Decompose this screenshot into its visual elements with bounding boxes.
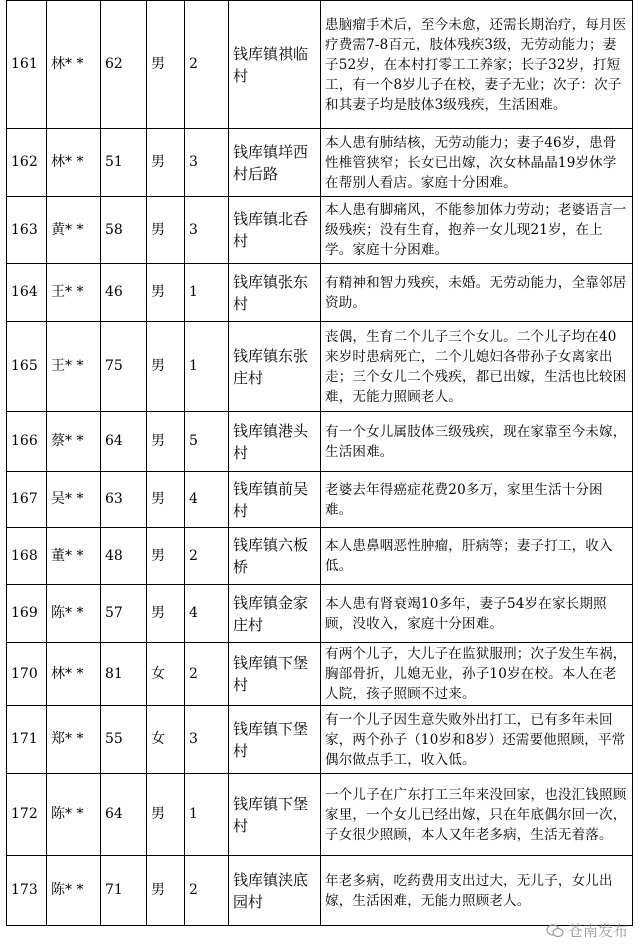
row-gender: 男: [147, 322, 185, 412]
row-address: 钱库镇港头村: [229, 412, 321, 472]
table-row: [7, 643, 633, 706]
row-age: 57: [101, 585, 147, 643]
row-description: 有两个儿子，大儿子在监狱服刑；次子发生车祸，胸部骨折，儿媳无业，孙子10岁在校。本人在老人院，孩子照顾不过来。: [321, 643, 633, 706]
row-name: 林* *: [47, 1, 101, 129]
watermark: [546, 920, 628, 941]
row-name: 黄* *: [47, 197, 101, 264]
row-gender: 男: [147, 197, 185, 264]
row-address: 钱库镇下堡村: [229, 774, 321, 856]
row-gender: 男: [147, 129, 185, 197]
row-description: 有精神和智力残疾，未婚。无劳动能力，全靠邻居资助。: [321, 264, 633, 322]
household-table: [6, 0, 633, 926]
row-description: 丧偶，生育二个儿子三个女儿。二个儿子均在40来岁时患病死亡，二个儿媳妇各带孙子女离家出走；三个女儿二个残疾，都已出嫁，生活也比较困难，无能力照顾老人。: [321, 322, 633, 412]
row-gender: 女: [147, 643, 185, 706]
table-row: [7, 322, 633, 412]
row-gender: 男: [147, 774, 185, 856]
row-gender: 男: [147, 856, 185, 926]
row-description: 年老多病，吃药费用支出过大，无儿子，女儿出嫁，生活困难，无能力照顾老人。: [321, 856, 633, 926]
row-gender: 女: [147, 706, 185, 774]
row-name: 王* *: [47, 322, 101, 412]
row-name: 林* *: [47, 129, 101, 197]
row-age: 58: [101, 197, 147, 264]
row-address: 钱库镇北呑村: [229, 197, 321, 264]
row-address: 钱库镇垟西村后路: [229, 129, 321, 197]
row-description: 本人患鼻咽恶性肿瘤，肝病等；妻子打工，收入低。: [321, 528, 633, 585]
row-age: 63: [101, 472, 147, 528]
row-number: 165: [7, 322, 47, 412]
row-age: 51: [101, 129, 147, 197]
table-row: [7, 528, 633, 585]
row-gender: 男: [147, 528, 185, 585]
row-family-count: 2: [185, 643, 229, 706]
row-age: 64: [101, 412, 147, 472]
row-description: 有一个女儿属肢体三级残疾，现在家靠至今未嫁，生活困难。: [321, 412, 633, 472]
row-address: 钱库镇浃底园村: [229, 856, 321, 926]
row-number: 169: [7, 585, 47, 643]
table-row: [7, 585, 633, 643]
row-name: 林* *: [47, 643, 101, 706]
row-number: 168: [7, 528, 47, 585]
row-gender: 男: [147, 1, 185, 129]
row-address: 钱库镇六板桥: [229, 528, 321, 585]
row-family-count: 3: [185, 129, 229, 197]
row-description: 本人患有肺结核，无劳动能力；妻子46岁，患骨性椎管狭窄；长女已出嫁，次女林晶晶19岁休学在帮别人看店。家庭十分困难。: [321, 129, 633, 197]
row-description: 一个儿子在广东打工三年来没回家，也没汇钱照顾家里，一个女儿已经出嫁，只在年底偶尔回一次，子女很少照顾，本人又年老多病，生活无着落。: [321, 774, 633, 856]
wechat-icon: [546, 924, 564, 938]
row-name: 陈* *: [47, 774, 101, 856]
row-address: 钱库镇金家庄村: [229, 585, 321, 643]
table-row: [7, 264, 633, 322]
row-name: 蔡* *: [47, 412, 101, 472]
row-address: 钱库镇东张庄村: [229, 322, 321, 412]
row-name: 董* *: [47, 528, 101, 585]
row-family-count: 2: [185, 1, 229, 129]
table-row: [7, 706, 633, 774]
row-name: 王* *: [47, 264, 101, 322]
row-family-count: 1: [185, 322, 229, 412]
row-description: 患脑瘤手术后，至今未愈，还需长期治疗，每月医疗费需7-8百元，肢体残疾3级，无劳动能力；妻子52岁，在本村打零工工养家；长子32岁，打短工，有一个8岁儿子在校，妻子无业；次子：次子和其妻子均是肢体3级残疾，生活困难。: [321, 1, 633, 129]
row-number: 172: [7, 774, 47, 856]
row-name: 吴* *: [47, 472, 101, 528]
row-age: 48: [101, 528, 147, 585]
row-gender: 男: [147, 472, 185, 528]
row-gender: 男: [147, 264, 185, 322]
row-age: 75: [101, 322, 147, 412]
row-age: 46: [101, 264, 147, 322]
row-address: 钱库镇祺临村: [229, 1, 321, 129]
row-address: 钱库镇前吴村: [229, 472, 321, 528]
row-number: 164: [7, 264, 47, 322]
row-family-count: 4: [185, 585, 229, 643]
table-row: [7, 472, 633, 528]
row-number: 161: [7, 1, 47, 129]
row-age: 55: [101, 706, 147, 774]
table-row: [7, 197, 633, 264]
row-age: 62: [101, 1, 147, 129]
row-address: 钱库镇下堡村: [229, 643, 321, 706]
row-description: 老婆去年得癌症花费20多万，家里生活十分困难。: [321, 472, 633, 528]
row-family-count: 3: [185, 197, 229, 264]
row-family-count: 1: [185, 264, 229, 322]
table-row: [7, 774, 633, 856]
row-family-count: 2: [185, 856, 229, 926]
row-family-count: 2: [185, 528, 229, 585]
row-gender: 男: [147, 412, 185, 472]
row-name: 陈* *: [47, 856, 101, 926]
row-number: 167: [7, 472, 47, 528]
watermark-text: 苍南发布: [567, 922, 628, 940]
row-family-count: 4: [185, 472, 229, 528]
table-row: [7, 856, 633, 926]
table-row: [7, 1, 633, 129]
row-description: 有一个儿子因生意失败外出打工，已有多年未回家，两个孙子（10岁和8岁）还需要他照顾，平常偶尔做点手工，收入低。: [321, 706, 633, 774]
row-name: 陈* *: [47, 585, 101, 643]
row-gender: 男: [147, 585, 185, 643]
row-number: 162: [7, 129, 47, 197]
row-name: 郑* *: [47, 706, 101, 774]
row-number: 166: [7, 412, 47, 472]
row-age: 81: [101, 643, 147, 706]
row-address: 钱库镇下堡村: [229, 706, 321, 774]
table-row: [7, 129, 633, 197]
row-family-count: 3: [185, 706, 229, 774]
row-age: 71: [101, 856, 147, 926]
row-number: 173: [7, 856, 47, 926]
row-number: 171: [7, 706, 47, 774]
row-number: 163: [7, 197, 47, 264]
row-age: 64: [101, 774, 147, 856]
row-family-count: 1: [185, 774, 229, 856]
row-family-count: 5: [185, 412, 229, 472]
row-address: 钱库镇张东村: [229, 264, 321, 322]
table-row: [7, 412, 633, 472]
row-description: 本人患有肾衰竭10多年，妻子54岁在家长期照顾，没收入，家庭十分困难。: [321, 585, 633, 643]
row-description: 本人患有脚痛风，不能参加体力劳动；老婆语言一级残疾；没有生育，抱养一女儿现21岁，在上学。家庭十分困难。: [321, 197, 633, 264]
row-number: 170: [7, 643, 47, 706]
